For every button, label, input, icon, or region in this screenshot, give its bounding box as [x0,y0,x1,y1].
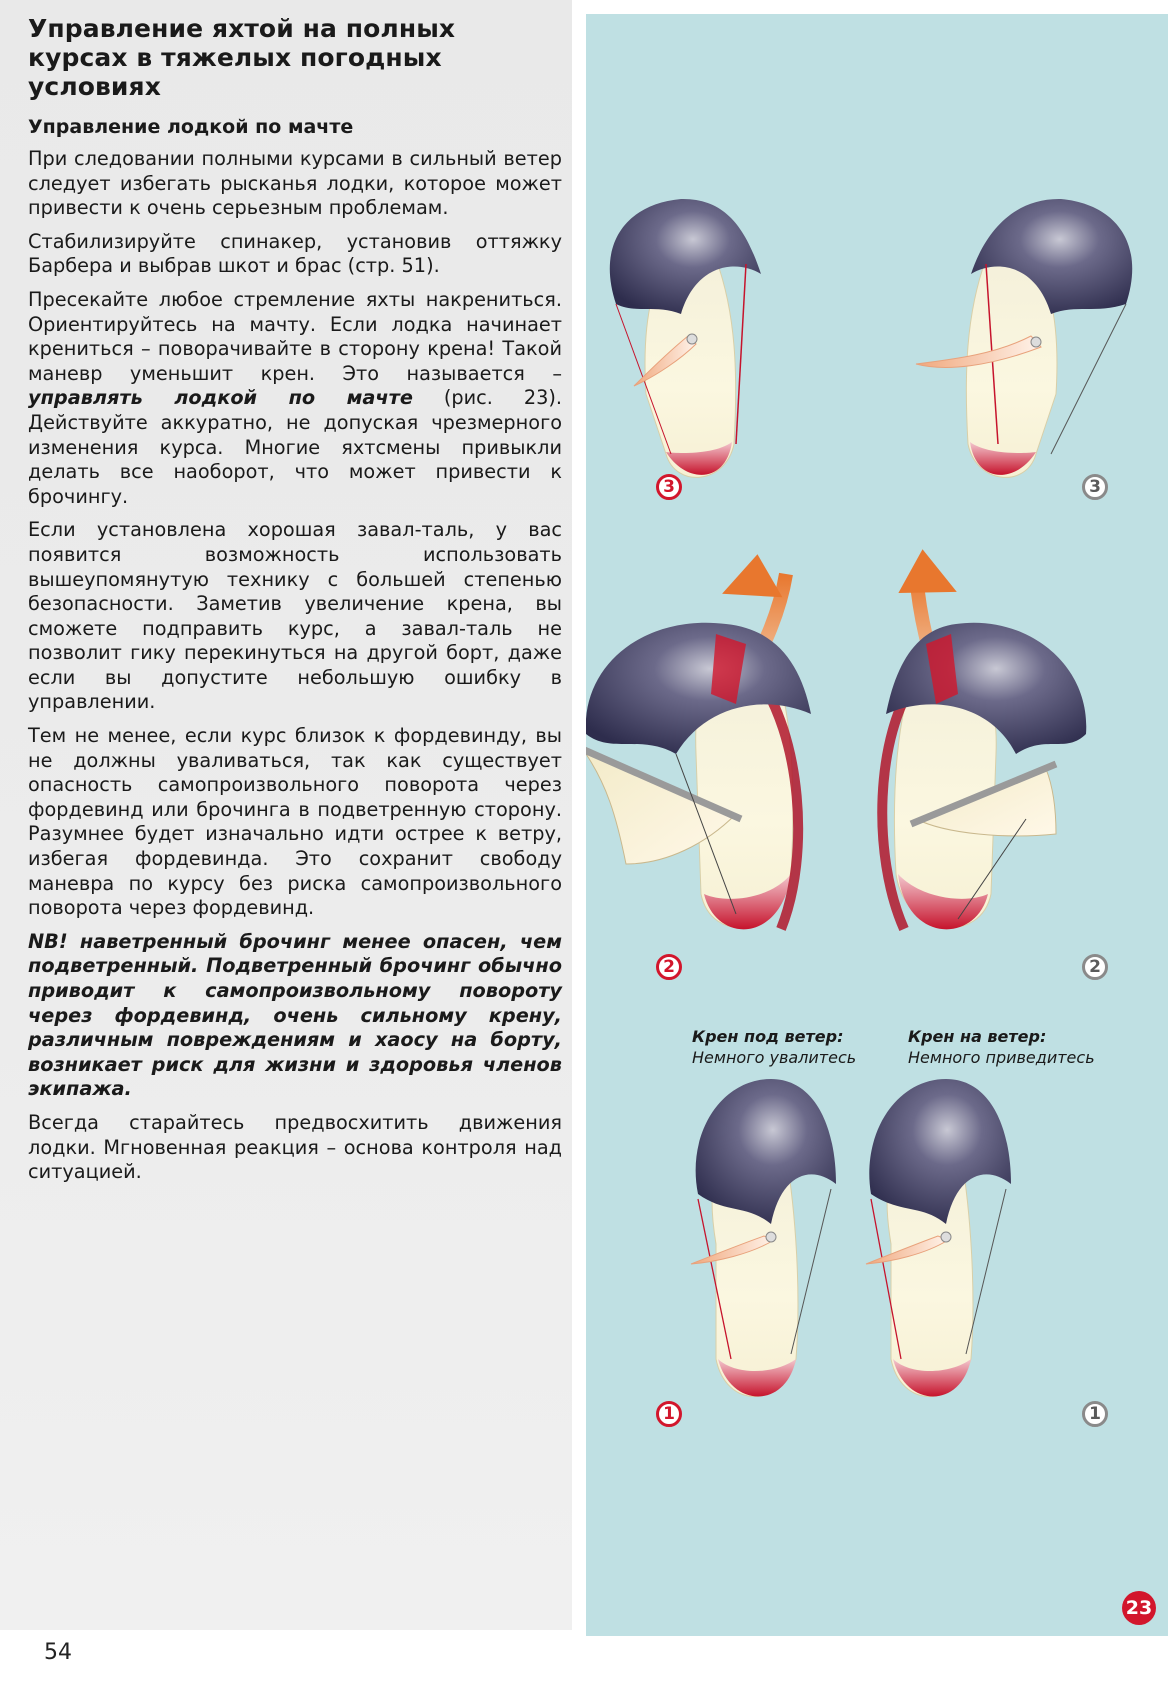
section-subtitle: Управление лодкой по мачте [28,116,354,138]
caption-right-sub: Немного приведитесь [908,1048,1095,1067]
paragraph-3-emphasis: управлять лодкой по мачте [28,386,413,410]
boat-2-right [882,545,1086,929]
badge-2-left: 2 [656,954,682,980]
figure-number-badge: 23 [1122,1591,1156,1625]
caption-right [908,1026,1095,1068]
paragraph-1: При следовании полными курсами в сильный ветер следует избегать рысканья лодки, которое может привести к очень серьезным проблемам. [28,147,562,220]
text-panel [0,0,572,1630]
caption-left-sub: Немного увалитесь [692,1048,857,1067]
caption-left-title: Крен под ветер: [692,1027,844,1046]
boat-3-left [610,199,761,477]
nb-warning: NB! наветренный брочинг менее опасен, чем подветренный. Подветренный брочинг обычно приводит к самопроизвольному повороту через фордевинд, очень сильному крену, различным повреждениям и хаосу на борту, возникает риск для жизни и здоровья членов экипажа. [28,929,562,1101]
paragraph-2: Стабилизируйте спинакер, установив оттяжку Барбера и выбрав шкот и брас (стр. 51). [28,229,562,278]
boat-1-left [691,1079,836,1397]
caption-left [692,1026,856,1068]
badge-2-right: 2 [1082,954,1108,980]
caption-right-title: Крен на ветер: [908,1027,1047,1046]
badge-3-right: 3 [1082,474,1108,500]
badge-1-right: 1 [1082,1401,1108,1427]
badge-1-left: 1 [656,1401,682,1427]
paragraph-3 [28,288,562,509]
boat-2-left [586,549,811,929]
text-column [28,14,562,1194]
boat-1-right [866,1079,1011,1397]
boat-diagram [586,14,1168,1636]
paragraph-3-before: Пресекайте любое стремление яхты накрениться. Ориентируйтесь на мачту. Если лодка начинает крениться – поворачивайте в сторону крена! Такой маневр уменьшит крен. Это называется – [28,287,562,385]
paragraph-4: Если установлена хорошая завал-таль, у вас появится возможность использовать вышеупомянутую технику с большей степенью безопасности. Заметив увеличение крена, вы сможете подправить курс, а завал-таль не позволит гику перекинуться на другой борт, даже если вы допустите небольшую ошибку в управлении. [28,518,562,714]
paragraph-3-after: (рис. 23). Действуйте аккуратно, не допуская чрезмерного изменения курса. Многие яхтсмены привыкли делать все наоборот, что может привести к брочингу. [28,386,563,508]
final-paragraph: Всегда старайтесь предвосхитить движения лодки. Мгновенная реакция – основа контроля над ситуацией. [28,1110,562,1184]
page-number: 54 [44,1640,72,1665]
figure-panel [586,14,1168,1636]
boat-3-right [916,199,1132,477]
paragraph-5: Тем не менее, если курс близок к фордевинду, вы не должны уваливаться, так как существует опасность самопроизвольного поворота через фордевинд или брочинга в подветренную сторону. Разумнее будет изначально идти острее к ветру, избегая фордевинда. Это сохранит свободу маневра по курсу без риска самопроизвольного поворота через фордевинд. [28,724,562,920]
badge-3-left: 3 [656,474,682,500]
page-title: Управление яхтой на полных курсах в тяжелых погодных условиях [28,14,456,101]
